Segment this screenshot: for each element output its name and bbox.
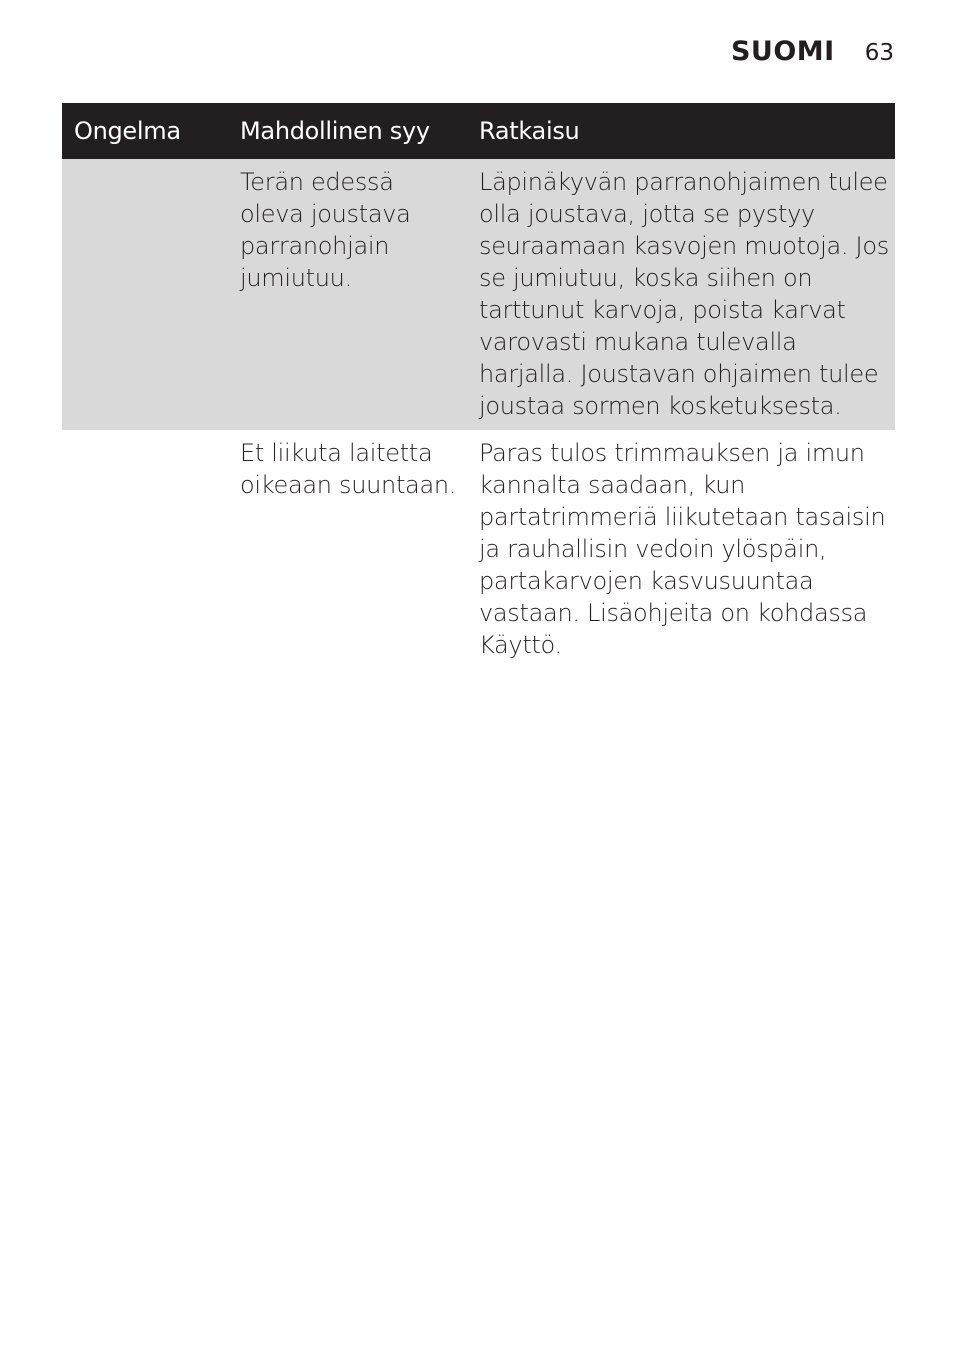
table-row xyxy=(62,430,895,669)
troubleshooting-table xyxy=(62,103,895,669)
table-header-row xyxy=(62,103,895,159)
section-title: SUOMI xyxy=(730,36,835,67)
table-row xyxy=(62,159,895,430)
cause-cell: Terän edessä oleva joustava parranohjain jumiutuu. xyxy=(228,159,467,430)
column-header-solution: Ratkaisu xyxy=(467,103,895,159)
problem-cell xyxy=(62,159,228,430)
column-header-problem: Ongelma xyxy=(62,103,228,159)
page-number: 63 xyxy=(864,40,894,66)
solution-cell: Paras tulos trimmauksen ja imun kannalta saadaan, kun partatrimmeriä liikutetaan tasaisin ja rauhallisin vedoin ylöspäin, partakarvojen kasvusuuntaa vastaan. Lisäohjeita on kohdassa Käyttö. xyxy=(467,430,895,669)
cause-cell: Et liikuta laitetta oikeaan suuntaan. xyxy=(228,430,467,669)
page-header xyxy=(731,36,894,67)
solution-cell: Läpinäkyvän parranohjaimen tulee olla joustava, jotta se pystyy seuraamaan kasvojen muotoja. Jos se jumiutuu, koska siihen on tarttunut karvoja, poista karvat varovasti mukana tulevalla harjalla. Joustavan ohjaimen tulee joustaa sormen kosketuksesta. xyxy=(467,159,895,430)
column-header-cause: Mahdollinen syy xyxy=(228,103,467,159)
problem-cell xyxy=(62,430,228,669)
